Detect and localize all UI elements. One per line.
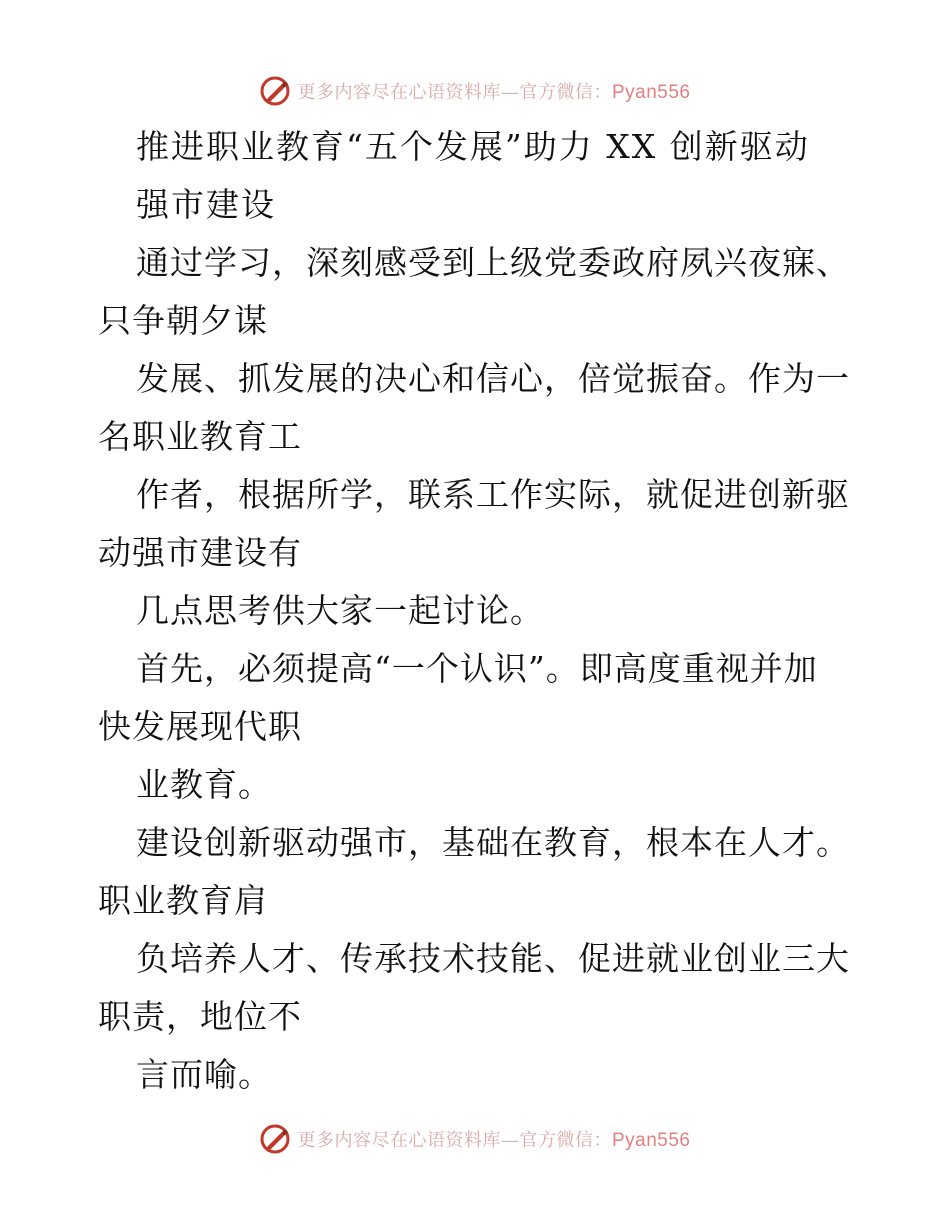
pen-logo-icon: [259, 1123, 291, 1155]
watermark-slogan: 更多内容尽在心语资料库: [297, 82, 501, 103]
paragraph-line: 职责，地位不: [98, 997, 302, 1036]
watermark-label: 官方微信：: [519, 82, 612, 103]
header-watermark: [0, 71, 950, 111]
watermark-separator: —: [500, 1130, 520, 1151]
document-body: [98, 118, 878, 1104]
watermark-text: [297, 78, 690, 104]
document-title-line: 强市建设: [136, 185, 276, 224]
paragraph-line: 言而喻。: [136, 1055, 272, 1094]
watermark-label: 官方微信：: [519, 1130, 612, 1151]
paragraph-line: 负培养人才、传承技术技能、促进就业创业三大: [136, 939, 850, 978]
watermark-wechat-id: Pyan556: [611, 1130, 691, 1151]
paragraph-line: 名职业教育工: [98, 417, 302, 456]
watermark-wechat-id: Pyan556: [611, 82, 691, 103]
paragraph-line: 首先，必须提高“一个认识”。即高度重视并加: [136, 649, 818, 688]
paragraph-line: 快发展现代职: [98, 707, 302, 746]
paragraph-line: 只争朝夕谋: [98, 301, 268, 340]
paragraph-line: 几点思考供大家一起讨论。: [136, 591, 544, 630]
paragraph-line: 建设创新驱动强市，基础在教育，根本在人才。: [136, 823, 850, 862]
paragraph-line: 通过学习，深刻感受到上级党委政府夙兴夜寐、: [136, 243, 850, 282]
footer-watermark: [0, 1119, 950, 1159]
paragraph-line: 业教育。: [136, 765, 272, 804]
paragraph-line: 发展、抓发展的决心和信心，倍觉振奋。作为一: [136, 359, 850, 398]
paragraph-line: 动强市建设有: [98, 533, 302, 572]
watermark-slogan: 更多内容尽在心语资料库: [297, 1130, 501, 1151]
watermark-text: [297, 1126, 690, 1152]
watermark-separator: —: [500, 82, 520, 103]
document-title-line: 推进职业教育“五个发展”助力 XX 创新驱动: [136, 127, 810, 166]
paragraph-line: 作者，根据所学，联系工作实际，就促进创新驱: [136, 475, 850, 514]
pen-logo-icon: [259, 75, 291, 107]
paragraph-line: 职业教育肩: [98, 881, 268, 920]
